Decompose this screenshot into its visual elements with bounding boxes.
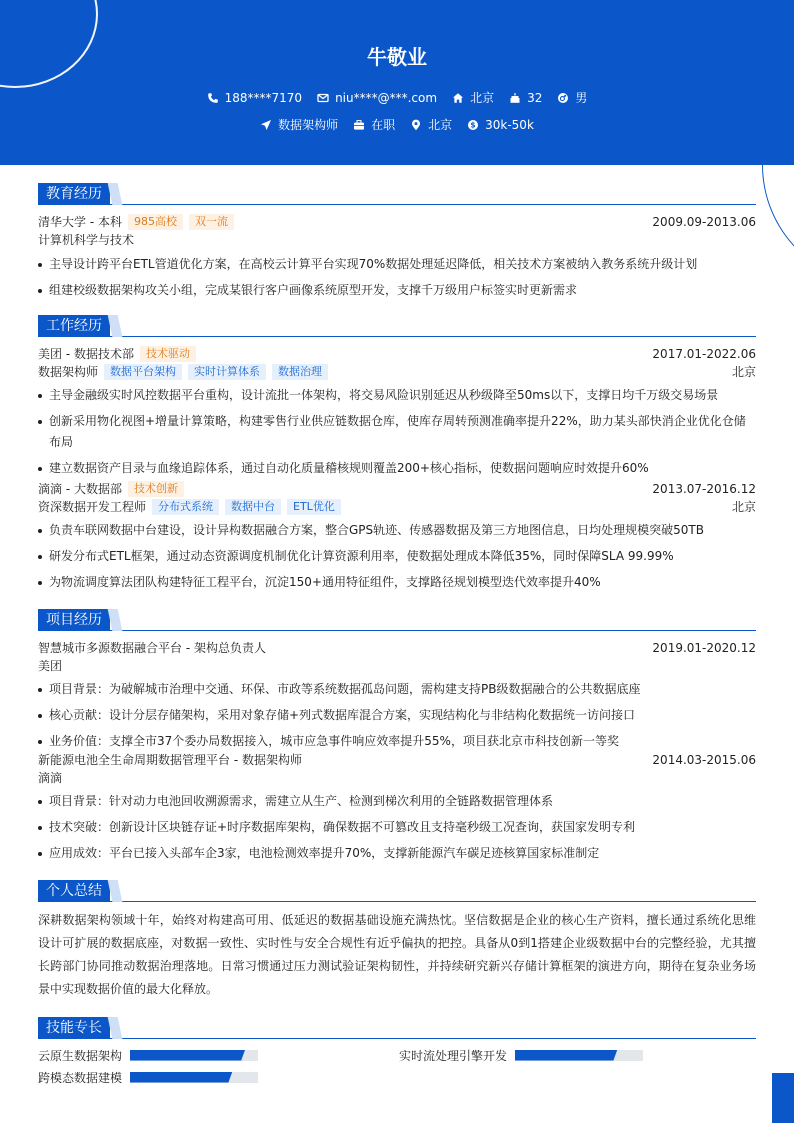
list-item: 研发分布式ETL框架，通过动态资源调度机制优化计算资源利用率，使数据处理成本降低35%，同时保障SLA 99.99% <box>38 546 756 567</box>
education-period: 2009.09-2013.06 <box>652 215 756 229</box>
home-city-text: 北京 <box>470 91 495 105</box>
home-city-item <box>452 89 494 106</box>
email-text: niu****@***.com <box>335 90 438 105</box>
decorative-arc <box>762 165 794 285</box>
section-header <box>38 183 756 205</box>
phone-icon <box>207 92 219 104</box>
section-header <box>38 880 756 902</box>
location-pin-icon <box>410 119 422 131</box>
project-bullets <box>38 791 756 864</box>
age-text: 32 <box>527 90 543 105</box>
role-title: 数据架构师 <box>38 365 99 379</box>
gender-text: 男 <box>575 91 588 105</box>
list-item: 主导金融级实时风控数据平台重构，设计流批一体架构，将交易风险识别延迟从秒级降至50ms以下，支撑日均千万级交易场景 <box>38 385 756 406</box>
home-icon <box>452 92 464 104</box>
work-period: 2013.07-2016.12 <box>652 482 756 496</box>
section-header <box>38 609 756 631</box>
decorative-corner-block <box>772 1073 794 1123</box>
job-status-item <box>353 116 395 133</box>
gender-icon <box>557 92 569 104</box>
contact-row <box>0 89 794 106</box>
work-role-line <box>38 498 756 516</box>
project-period: 2019.01-2020.12 <box>652 641 756 655</box>
phone-item <box>207 91 302 105</box>
project-org: 滴滴 <box>38 771 63 785</box>
list-item: 项目背景：为破解城市治理中交通、环保、市政等系统数据孤岛问题，需构建支持PB级数据融合的公共数据底座 <box>38 679 756 700</box>
work-entry-header <box>38 480 756 498</box>
skill-item <box>399 1046 643 1064</box>
education-entry-header <box>38 213 756 231</box>
briefcase-icon <box>353 119 365 131</box>
company-tag: 技术驱动 <box>140 346 196 362</box>
candidate-name: 牛敬业 <box>367 45 427 69</box>
list-item: 主导设计跨平台ETL管道优化方案，在高校云计算平台实现70%数据处理延迟降低，相关技术方案被纳入教务系统升级计划 <box>38 254 756 275</box>
list-item: 技术突破：创新设计区块链存证+时序数据库架构，确保数据不可篡改且支持毫秒级工况查询，获国家发明专利 <box>38 817 756 838</box>
work-role-line <box>38 363 756 381</box>
list-item: 创新采用物化视图+增量计算策略，构建零售行业供应链数据仓库，使库存周转预测准确率提升22%，助力某头部快消企业优化仓储布局 <box>38 411 756 453</box>
send-icon <box>260 119 272 131</box>
work-period: 2017.01-2022.06 <box>652 347 756 361</box>
skill-item <box>38 1046 258 1064</box>
age-item <box>509 91 542 105</box>
section-header <box>38 315 756 337</box>
phone-text: 188****7170 <box>224 90 303 105</box>
skill-bar <box>515 1050 643 1061</box>
school-tag: 双一流 <box>189 214 234 230</box>
skill-name: 云原生数据架构 <box>38 1048 123 1063</box>
company-name: 美团 - 数据技术部 <box>38 347 134 361</box>
project-bullets <box>38 679 756 752</box>
target-position-text: 数据架构师 <box>278 118 339 132</box>
skill-bar-fill <box>130 1072 232 1083</box>
role-tag: 数据平台架构 <box>104 364 182 380</box>
section-title: 项目经历 <box>38 609 110 631</box>
list-item: 核心贡献：设计分层存储架构，采用对象存储+列式数据库混合方案，实现结构化与非结构化数据统一访问接口 <box>38 705 756 726</box>
target-city-item <box>410 116 452 133</box>
project-title: 智慧城市多源数据融合平台 - 架构总负责人 <box>38 641 266 655</box>
job-intent-row <box>0 116 794 133</box>
list-item: 项目背景：针对动力电池回收溯源需求，需建立从生产、检测到梯次利用的全链路数据管理体系 <box>38 791 756 812</box>
work-bullets <box>38 520 756 593</box>
list-item: 组建校级数据架构攻关小组，完成某银行客户画像系统原型开发，支撑千万级用户标签实时更新需求 <box>38 280 756 301</box>
list-item: 业务价值：支撑全市37个委办局数据接入，城市应急事件响应效率提升55%，项目获北京市科技创新一等奖 <box>38 731 756 752</box>
project-period: 2014.03-2015.06 <box>652 753 756 767</box>
skills-section <box>38 1017 756 1097</box>
company-tag: 技术创新 <box>128 481 184 497</box>
skill-bar-fill <box>130 1050 245 1061</box>
skill-bar <box>130 1050 258 1061</box>
skill-item <box>38 1068 258 1086</box>
target-city-text: 北京 <box>428 118 453 132</box>
section-title: 工作经历 <box>38 315 110 337</box>
skill-name: 实时流处理引擎开发 <box>399 1048 508 1063</box>
skill-bar-fill <box>515 1050 617 1061</box>
education-section <box>38 183 756 306</box>
project-org-line <box>38 769 756 787</box>
salary-icon <box>467 119 479 131</box>
list-item: 负责车联网数据中台建设，设计异构数据融合方案，整合GPS轨迹、传感器数据及第三方地图信息，日均处理规模突破50TB <box>38 520 756 541</box>
school-name: 清华大学 - 本科 <box>38 215 122 229</box>
salary-text: 30k-50k <box>485 117 534 132</box>
project-title: 新能源电池全生命周期数据管理平台 - 数据架构师 <box>38 753 302 767</box>
role-tag: 实时计算体系 <box>188 364 266 380</box>
work-city: 北京 <box>731 500 756 514</box>
list-item: 应用成效：平台已接入头部车企3家，电池检测效率提升70%，支撑新能源汽车碳足迹核算国家标准制定 <box>38 843 756 864</box>
list-item: 为物流调度算法团队构建特征工程平台，沉淀150+通用特征组件，支撑路径规划模型迭代效率提升40% <box>38 572 756 593</box>
skill-bar <box>130 1072 258 1083</box>
summary-section <box>38 880 756 1001</box>
email-item <box>317 91 437 105</box>
skill-name: 跨模态数据建模 <box>38 1070 123 1085</box>
section-title: 教育经历 <box>38 183 110 205</box>
list-item: 建立数据资产目录与血缘追踪体系，通过自动化质量稽核规则覆盖200+核心指标，使数据问题响应时效提升60% <box>38 458 756 479</box>
role-tag: 数据治理 <box>272 364 328 380</box>
project-org: 美团 <box>38 659 63 673</box>
major: 计算机科学与技术 <box>38 233 135 247</box>
project-entry-header <box>38 639 756 657</box>
education-major-line <box>38 231 756 249</box>
project-entry-header <box>38 751 756 769</box>
work-bullets <box>38 385 756 479</box>
summary-text: 深耕数据架构领域十年，始终对构建高可用、低延迟的数据基础设施充满热忱。坚信数据是企业的核心生产资料，擅长通过系统化思维设计可扩展的数据底座，对数据一致性、实时性与安全合规性有近乎偏执的把控。具备从0到1搭建企业级数据中台的完整经验，尤其擅长跨部门协同推动数据治理落地。日常习惯通过压力测试验证架构韧性，并持续研究新兴存储计算框架的演进方向，期待在复杂业务场景中实现数据价值的最大化释放。 <box>38 913 756 996</box>
work-section <box>38 315 756 598</box>
role-title: 资深数据开发工程师 <box>38 500 147 514</box>
section-title: 个人总结 <box>38 880 110 902</box>
project-section <box>38 609 756 869</box>
gender-item <box>557 89 587 106</box>
email-icon <box>317 92 329 104</box>
work-city: 北京 <box>731 365 756 379</box>
resume-header <box>0 0 794 165</box>
role-tag: ETL优化 <box>287 499 341 515</box>
cake-icon <box>509 92 521 104</box>
target-position-item <box>260 116 338 133</box>
svg-text:$: $ <box>470 120 476 130</box>
job-status-text: 在职 <box>371 118 396 132</box>
salary-item <box>467 118 534 132</box>
role-tag: 分布式系统 <box>152 499 219 515</box>
education-bullets <box>38 254 756 301</box>
work-entry-header <box>38 345 756 363</box>
company-name: 滴滴 - 大数据部 <box>38 482 122 496</box>
role-tag: 数据中台 <box>225 499 281 515</box>
school-tag: 985高校 <box>128 214 183 230</box>
project-org-line <box>38 657 756 675</box>
section-header <box>38 1017 756 1039</box>
section-title: 技能专长 <box>38 1017 110 1039</box>
